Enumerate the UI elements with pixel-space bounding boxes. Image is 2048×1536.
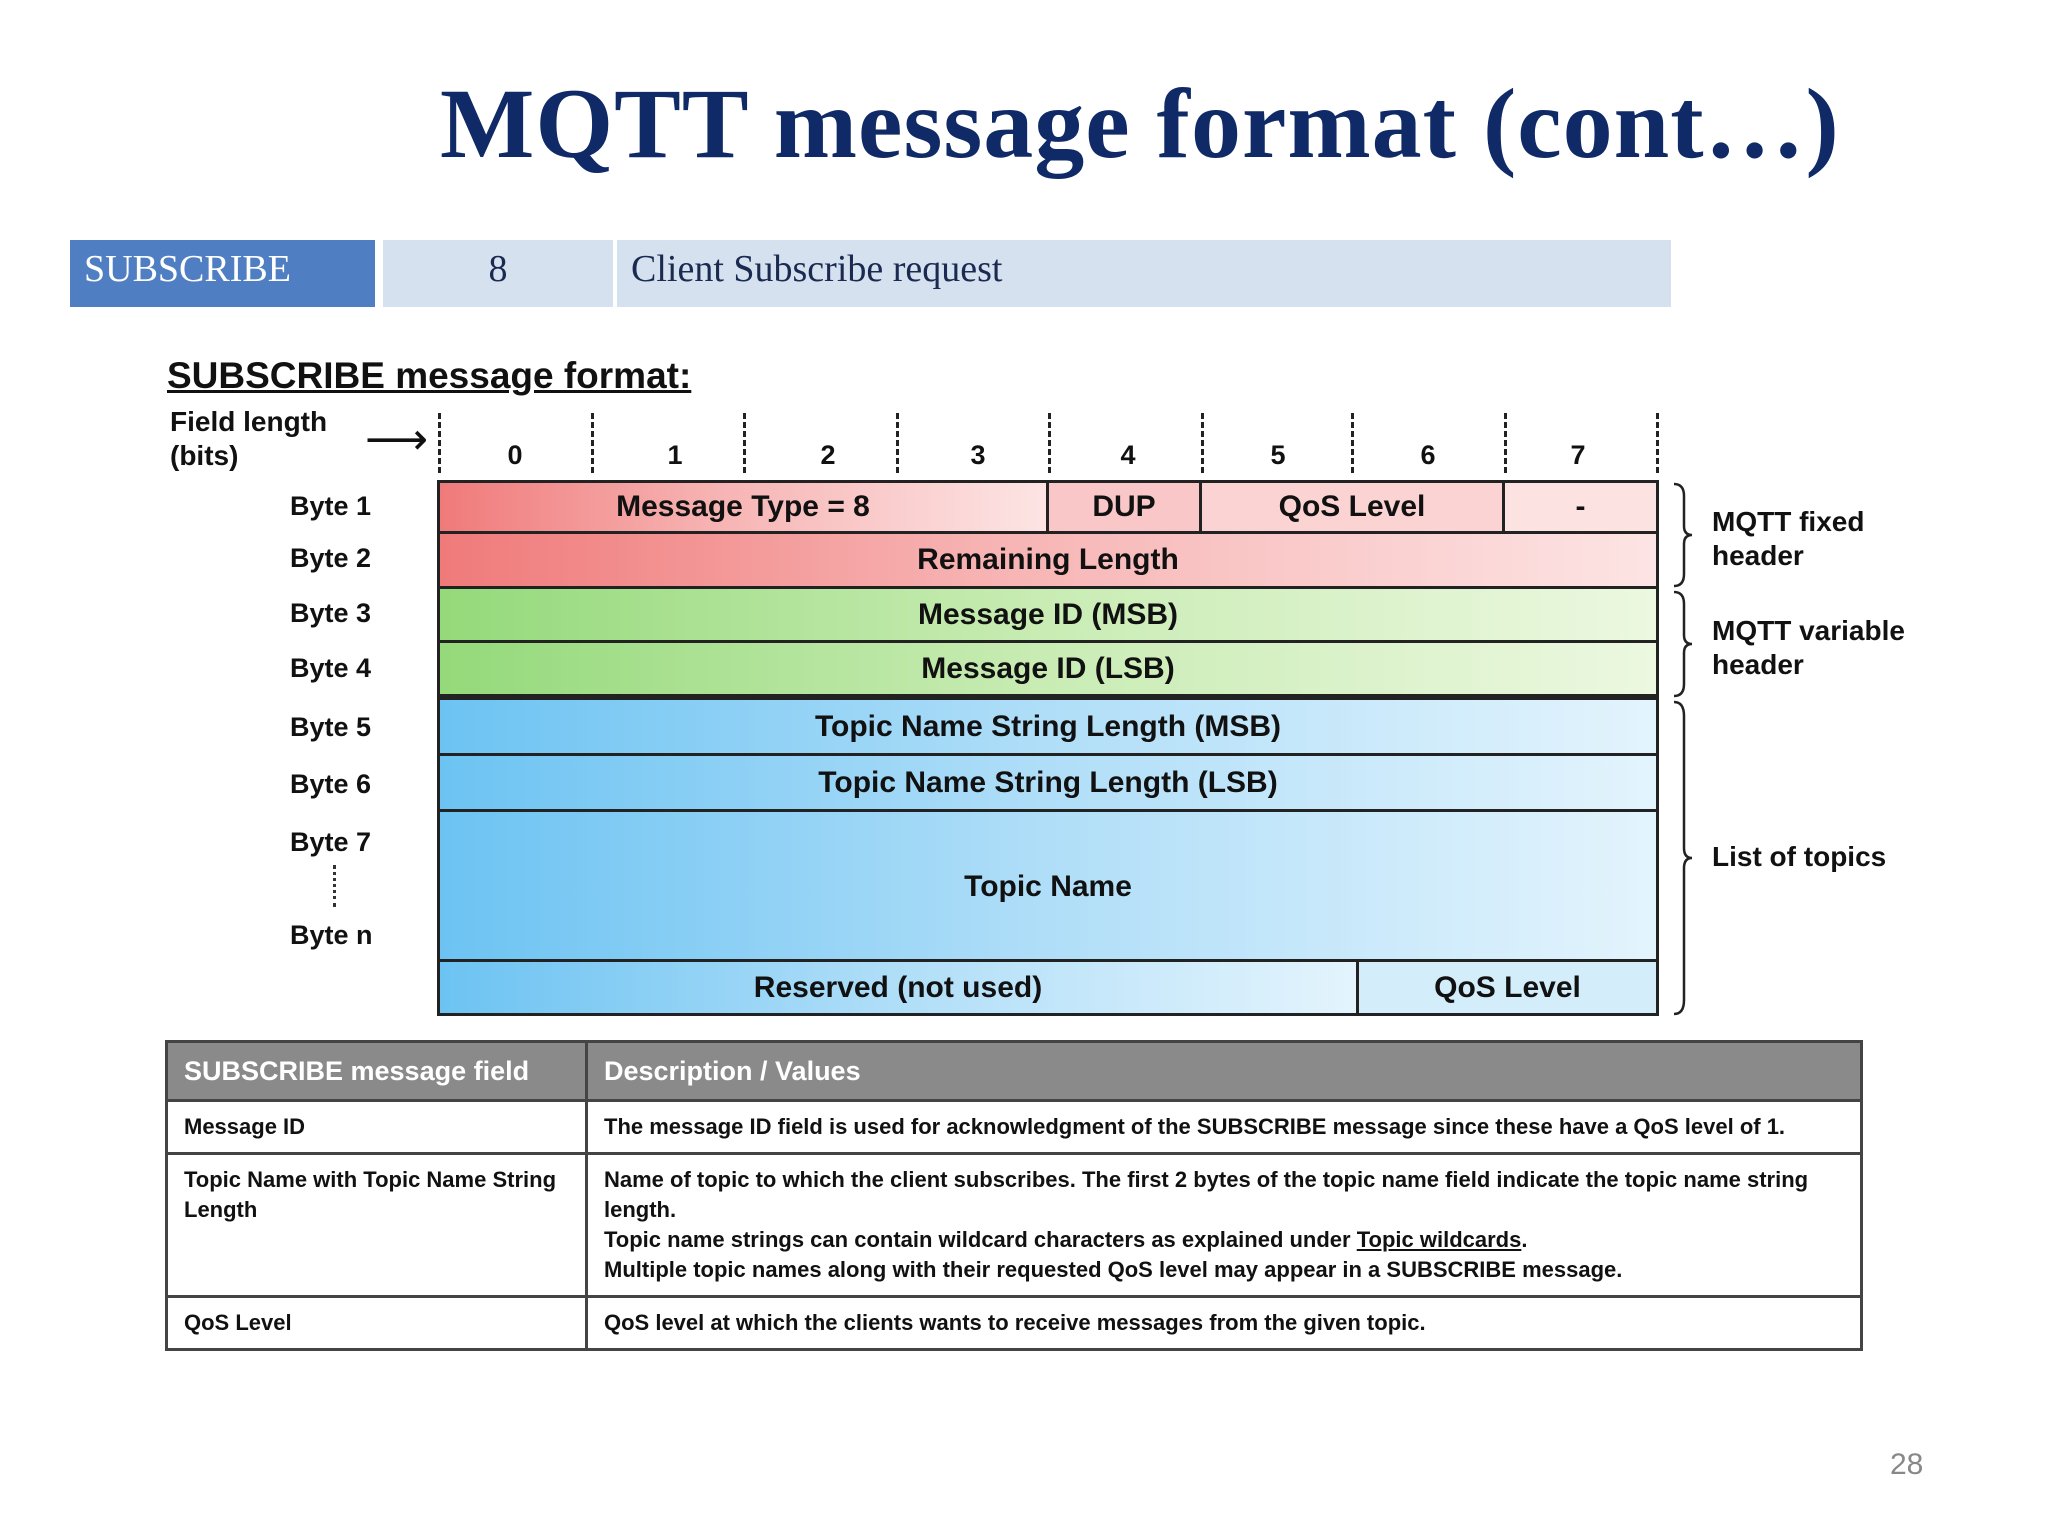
description-line: Multiple topic names along with their requested QoS level may appear in a SUBSCRIBE message.	[604, 1257, 1623, 1282]
field-dup: DUP	[1046, 480, 1202, 534]
bit-number: 6	[1420, 440, 1436, 470]
page-number: 28	[1890, 1448, 1924, 1481]
field-message-id-lsb: Message ID (LSB)	[437, 640, 1659, 697]
byte-label: Byte 5	[290, 712, 372, 742]
bit-separator	[896, 413, 899, 473]
field-remaining-length: Remaining Length	[437, 531, 1659, 589]
byte-label: Byte 3	[290, 598, 372, 628]
slide-title: MQTT message format (cont…)	[440, 68, 1840, 179]
diagram-title: SUBSCRIBE message format:	[167, 355, 692, 396]
table-header-field: SUBSCRIBE message field	[167, 1042, 587, 1101]
bit-separator	[1048, 413, 1051, 473]
fixed-header-label-line1: MQTT fixed	[1712, 506, 1865, 537]
bit-number: 7	[1570, 440, 1586, 470]
variable-header-label-line2: header	[1712, 649, 1804, 680]
field-topic-qos-level: QoS Level	[1356, 959, 1659, 1016]
field-message-type: Message Type = 8	[437, 480, 1049, 534]
bit-number: 0	[507, 440, 523, 470]
description-text: .	[1521, 1227, 1528, 1252]
field-qos-level: QoS Level	[1199, 480, 1505, 534]
command-code: 8	[383, 240, 613, 307]
variable-header-label-line1: MQTT variable	[1712, 615, 1905, 646]
description-line	[604, 1225, 1844, 1255]
bit-separator	[591, 413, 594, 473]
field-topic-name: Topic Name	[437, 809, 1659, 964]
table-row	[167, 1101, 1862, 1154]
field-topic-length-msb: Topic Name String Length (MSB)	[437, 697, 1659, 756]
table-header-description: Description / Values	[587, 1042, 1862, 1101]
command-description: Client Subscribe request	[617, 240, 1671, 307]
byte-label: Byte 7	[290, 827, 372, 857]
table-cell-description: The message ID field is used for acknowledgment of the SUBSCRIBE message since these have a QoS level of 1.	[587, 1101, 1862, 1154]
table-cell-field: QoS Level	[167, 1297, 587, 1350]
bit-number: 3	[970, 440, 986, 470]
bit-separator	[1656, 413, 1659, 473]
list-of-topics-label: List of topics	[1712, 841, 1887, 872]
bit-separator	[1351, 413, 1354, 473]
table-header-row	[167, 1042, 1862, 1101]
fixed-header-brace	[1672, 482, 1694, 588]
right-arrow-icon: ⟶	[365, 415, 429, 464]
fixed-header-label-line2: header	[1712, 540, 1804, 571]
byte-label: Byte 4	[290, 653, 372, 683]
vertical-ellipsis	[333, 865, 336, 907]
bit-separator	[1201, 413, 1204, 473]
bit-separator	[438, 413, 441, 473]
table-cell-description	[587, 1154, 1862, 1297]
list-of-topics-brace	[1672, 700, 1694, 1016]
description-line: Name of topic to which the client subscribes. The first 2 bytes of the topic name field indicate the topic name string length.	[604, 1167, 1809, 1222]
fixed-header-label	[1712, 505, 1864, 573]
bit-separator	[1504, 413, 1507, 473]
bit-number: 5	[1270, 440, 1286, 470]
table-row	[167, 1297, 1862, 1350]
bit-number: 2	[820, 440, 836, 470]
topic-wildcards-link[interactable]: Topic wildcards	[1356, 1227, 1522, 1252]
variable-header-label	[1712, 614, 1905, 682]
table-cell-description: QoS level at which the clients wants to receive messages from the given topic.	[587, 1297, 1862, 1350]
command-name: SUBSCRIBE	[70, 240, 375, 307]
byte-label: Byte 1	[290, 491, 372, 521]
table-cell-field: Topic Name with Topic Name String Length	[167, 1154, 587, 1297]
bit-number: 1	[667, 440, 683, 470]
description-text: Topic name strings can contain wildcard characters as explained under	[604, 1227, 1357, 1252]
field-length-label	[170, 405, 327, 473]
table-row	[167, 1154, 1862, 1297]
field-length-label-line2: (bits)	[170, 440, 239, 471]
byte-label: Byte n	[290, 920, 373, 950]
field-topic-length-lsb: Topic Name String Length (LSB)	[437, 753, 1659, 812]
field-length-label-line1: Field length	[170, 406, 328, 437]
table-cell-field: Message ID	[167, 1101, 587, 1154]
field-reserved-not-used: Reserved (not used)	[437, 959, 1359, 1016]
byte-label: Byte 6	[290, 769, 372, 799]
variable-header-brace	[1672, 590, 1694, 698]
byte-label: Byte 2	[290, 543, 372, 573]
bit-separator	[743, 413, 746, 473]
field-reserved-bit: -	[1502, 480, 1659, 534]
subscribe-field-table	[165, 1040, 1863, 1351]
field-message-id-msb: Message ID (MSB)	[437, 586, 1659, 643]
bit-number: 4	[1120, 440, 1136, 470]
